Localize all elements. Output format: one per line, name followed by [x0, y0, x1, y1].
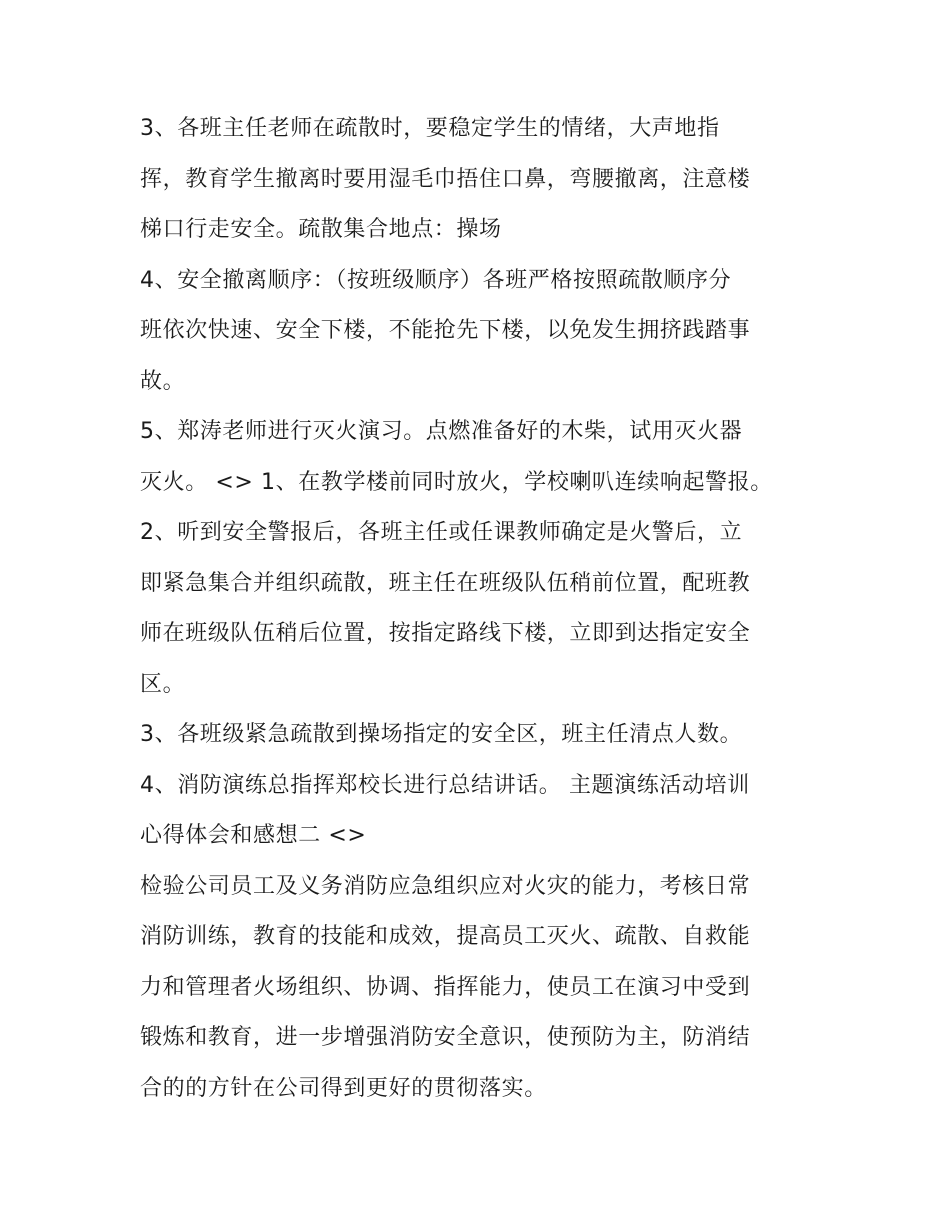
text-line: 灭火。 <> 1、在教学楼前同时放火，学校喇叭连续响起警报。: [140, 469, 773, 495]
paragraph-step-4-summary: [140, 761, 820, 862]
paragraph-step-3-evacuation: [140, 104, 820, 256]
text-line: 5、郑涛老师进行灭火演习。点燃准备好的木柴，试用灭火器: [140, 419, 743, 444]
text-line: 心得体会和感想二 <>: [140, 823, 367, 848]
text-line: 检验公司员工及义务消防应急组织应对火灾的能力，考核日常: [140, 873, 751, 899]
text-line: 故。: [140, 368, 186, 394]
text-line: 3、各班主任老师在疏散时，要稳定学生的情绪，大声地指: [140, 116, 720, 141]
text-line: 消防训练，教育的技能和成效，提高员工灭火、疏散、自救能: [140, 924, 751, 949]
paragraph-step-2-alarm: [140, 508, 820, 710]
paragraph-step-3-headcount: [140, 710, 820, 761]
document-body: [140, 104, 820, 1114]
text-line: 力和管理者火场组织、协调、指挥能力，使员工在演习中受到: [140, 974, 751, 1000]
text-line: 合的的方针在公司得到更好的贯彻落实。: [140, 1075, 547, 1101]
text-line: 2、听到安全警报后，各班主任或任课教师确定是火警后，立: [140, 520, 743, 545]
text-line: 即紧急集合并组织疏散，班主任在班级队伍稍前位置，配班教: [140, 570, 751, 596]
text-line: 区。: [140, 671, 186, 697]
text-line: 师在班级队伍稍后位置，按指定路线下楼，立即到达指定安全: [140, 621, 751, 646]
text-line: 锻炼和教育，进一步增强消防安全意识，使预防为主，防消结: [140, 1025, 751, 1050]
text-line: 班依次快速、安全下楼，不能抢先下楼，以免发生拥挤践踏事: [140, 318, 751, 343]
text-line: 4、消防演练总指挥郑校长进行总结讲话。 主题演练活动培训: [140, 772, 750, 798]
text-line: 3、各班级紧急疏散到操场指定的安全区，班主任清点人数。: [140, 722, 743, 747]
paragraph-step-4-order: [140, 256, 820, 408]
paragraph-step-5-fire-drill: [140, 407, 820, 508]
text-line: 挥，教育学生撤离时要用湿毛巾捂住口鼻，弯腰撤离，注意楼: [140, 166, 751, 192]
paragraph-purpose: [140, 862, 820, 1115]
text-line: 梯口行走安全。疏散集合地点：操场: [140, 217, 502, 242]
text-line: 4、安全撤离顺序：（按班级顺序）各班严格按照疏散顺序分: [140, 267, 732, 293]
